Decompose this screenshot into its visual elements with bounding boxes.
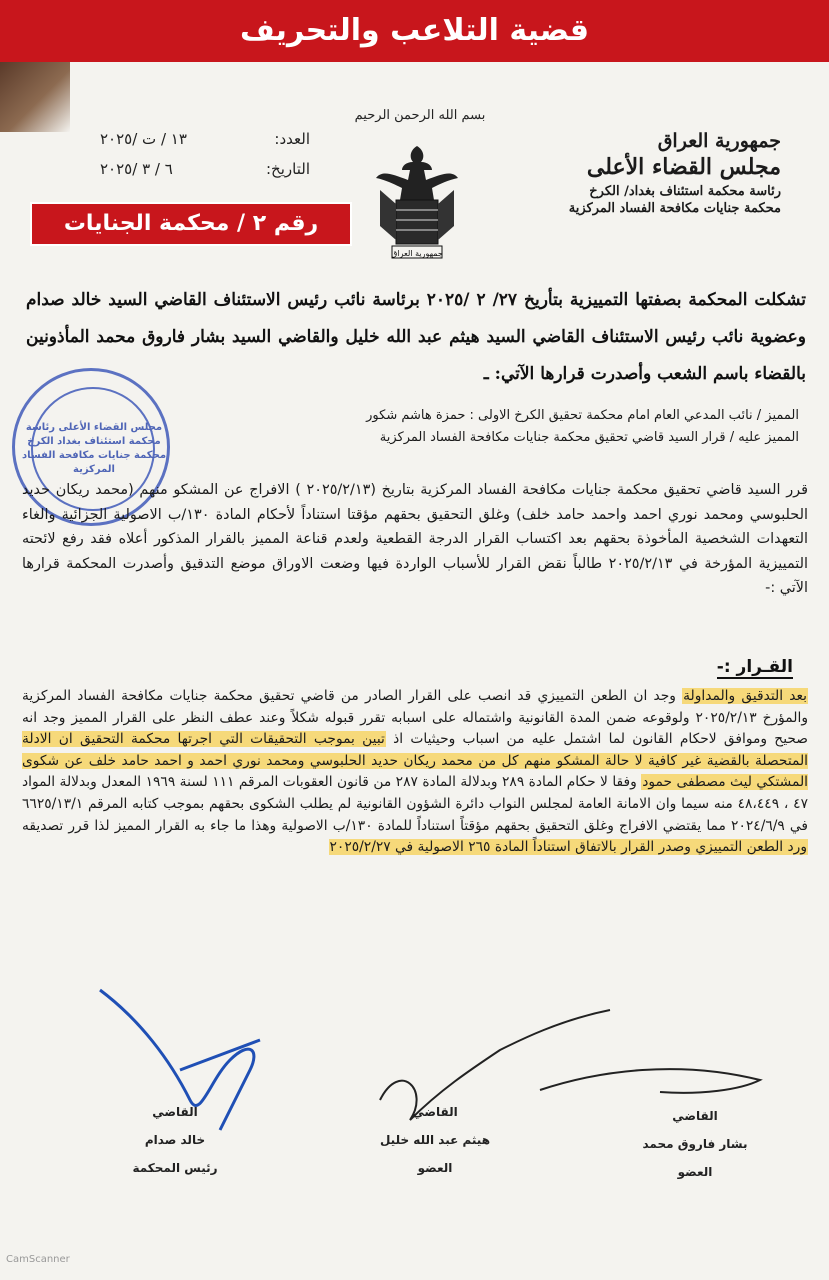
judge-name: بشار فاروق محمد bbox=[642, 1137, 748, 1151]
camscanner-watermark: CamScanner bbox=[6, 1254, 70, 1265]
signature-block-member-1 bbox=[350, 1098, 520, 1182]
highlight-1: بعد التدقيق والمداولة bbox=[683, 688, 807, 704]
signature-block-member-2 bbox=[610, 1102, 780, 1186]
judge-title: القاضي bbox=[672, 1109, 718, 1123]
council-name: مجلس القضاء الأعلى bbox=[586, 154, 781, 180]
number-label: العدد: bbox=[274, 130, 310, 148]
judge-title: القاضي bbox=[412, 1105, 458, 1119]
presidency-name: رئاسة محكمة استئناف بغداد/ الكرخ bbox=[589, 184, 781, 199]
signature-block-chief bbox=[90, 1098, 260, 1182]
emblem-caption: جمهورية العراق bbox=[391, 249, 443, 258]
basmala: بسم الله الرحمن الرحيم bbox=[354, 108, 486, 123]
signatures-area bbox=[0, 980, 829, 1200]
judge-role: رئيس المحكمة bbox=[132, 1161, 218, 1175]
judge-role: العضو bbox=[677, 1165, 713, 1179]
decision-text-1: وجد ان الطعن التمييزي قد انصب على القرار الصادر من قاضي تحقيق محكمة جنايات مكافحة الفساد المركزية والمؤرخ ٢٠٢٥/٢/١٣ ولوقوعه ضمن المدة القانونية واشتماله على اسبابه تقرر قبوله شكلاً وعند عطف النظر على القرار المميز وجد انه صحيح وموافق لاحكام القانون لما اشتمل عليه من اسباب وحيثيات اذ bbox=[22, 688, 808, 748]
court-name: محكمة جنايات مكافحة الفساد المركزية bbox=[568, 201, 781, 216]
parties-block bbox=[199, 405, 799, 449]
date-value: ٦ / ٣ /٢٠٢٥ bbox=[100, 160, 173, 178]
number-value: ١٣ / ت /٢٠٢٥ bbox=[100, 130, 187, 148]
judge-name: خالد صدام bbox=[144, 1133, 206, 1147]
banner-title: قضية التلاعب والتحريف bbox=[0, 0, 829, 62]
decision-paragraph bbox=[22, 686, 808, 859]
iraq-eagle-emblem-icon bbox=[372, 140, 462, 265]
judge-name: هيثم عبد الله خليل bbox=[379, 1133, 491, 1147]
panel-composition: تشكلت المحكمة بصفتها التمييزية بتأريخ ٢٧/ ٢ /٢٠٢٥ برئاسة نائب رئيس الاستئناف القاضي السيد خالد صدام وعضوية نائب رئيس الاستئناف القاضي السيد هيثم عبد الله خليل والقاضي السيد بشار فاروق محمد المأذونين بالقضاء باسم الشعب وأصدرت قرارها الآتي: ـ bbox=[26, 290, 806, 384]
court-header bbox=[481, 130, 781, 216]
date-label: التاريخ: bbox=[266, 160, 310, 178]
highlight-3: ورد الطعن التمييزي وصدر القرار بالاتفاق استناداً المادة ٢٦٥ الاصولية في ٢٠٢٥/٢/٢٧ bbox=[329, 839, 807, 856]
highlight-2: تبين بموجب التحقيقات التي اجرتها محكمة التحقيق ان الادلة المتحصلة بالقضية غير كافية لا حالة المشكو منهم كل من محمد ريكان حديد الحلبوسي ومحمد نوري احمد و احمد حامد خلف عن شكوى المشتكي ليث مصطفى حمود bbox=[22, 731, 808, 791]
stamp-text: مجلس القضاء الأعلى رئاسة محكمة استئناف بغداد الكرخ محكمة جنايات مكافحة الفساد المركزية bbox=[21, 422, 167, 475]
country-name: جمهورية العراق bbox=[657, 130, 781, 152]
document-meta bbox=[100, 130, 310, 190]
document-shadow bbox=[0, 62, 70, 132]
judge-role: العضو bbox=[417, 1161, 453, 1175]
decision-heading: القـرار :- bbox=[716, 657, 793, 677]
signature-member-2 bbox=[540, 1069, 760, 1093]
respondent-line: المميز عليه / قرار السيد قاضي تحقيق محكمة جنايات مكافحة الفساد المركزية bbox=[379, 430, 799, 445]
intro-paragraph: قرر السيد قاضي تحقيق محكمة جنايات مكافحة الفساد المركزية بتاريخ (٢٠٢٥/٢/١٣ ) الافراج عن المشكو منهم (محمد ريكان حديد الحلبوسي ومحمد نوري احمد واحمد حامد خلف) وغلق التحقيق بحقهم مؤقتا استناداً لأحكام المادة ١٣٠/ب الاصولية الجزائية والغاء التعهدات الشخصية المأخوذة بحقهم بعد اكتساب القرار الدرجة القطعية ولعدم قناعة المميز بالقرار المذكور أعلاه فقد رفع لائحته التمييزية المؤرخة في ٢٠٢٥/٢/١٣ طالباً نقض القرار للأسباب الواردة فيها وضعت الاوراق موضع التدقيق وأصدرت المحكمة قرارها الآتي :- bbox=[22, 482, 809, 596]
judge-title: القاضي bbox=[152, 1105, 198, 1119]
appellant-line: المميز / نائب المدعي العام امام محكمة تحقيق الكرخ الاولى : حمزة هاشم شكور bbox=[366, 408, 799, 423]
decision-text-2: وفقا لا حكام المادة ٢٨٩ وبدلالة المادة ٢٨٧ من قانون العقوبات المرقم ١١١ لسنة ١٩٦٩ المعدل وبدلالة المواد ٤٧ ، ٤٨،٤٤٩ منه سيما وان الامانة العامة لمجلس النواب دائرة الشؤون القانونية لم يطلب الشكوى بحقهم بموجب كتابه المرقم ٦٦٢٥/١٣/١ في ٢٠٢٤/٦/٩ مما يقتضي الافراج وغلق التحقيق بحقهم مؤقتاً استناداً للمادة ١٣٠/ب الاصولية وهذا ما جاء به القرار المميز لذا قرر تصديقه bbox=[22, 774, 809, 834]
case-label: رقم ٢ / محكمة الجنايات bbox=[30, 202, 352, 246]
